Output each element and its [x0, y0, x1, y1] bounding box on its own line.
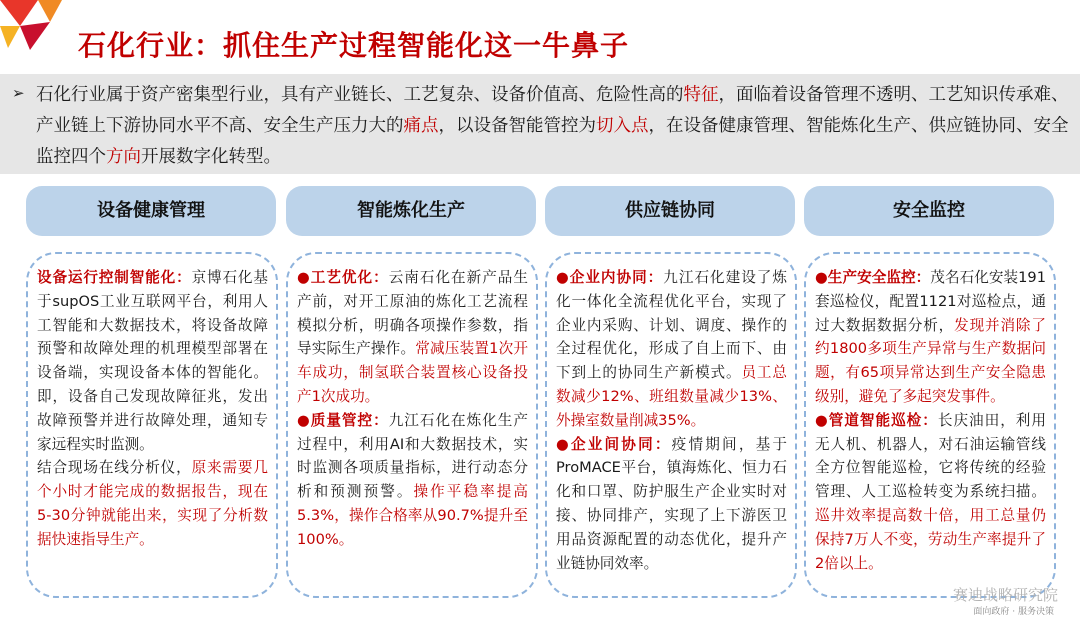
watermark-text: 赛迪战略研究院 [952, 586, 1058, 604]
bullet-icon: ● [556, 269, 570, 286]
watermark-subtext: 面向政府 · 服务决策 [973, 607, 1054, 617]
column-text: ●生产安全监控：茂名石化安装191套巡检仪，配置1121对巡检点，通过大数据数据分析，发现并消除了约1800多项生产异常与生产数据问题，有65项异常达到生产安全隐患级别，避免了多起突发事件。 ●管道智能巡检：长庆油田，利用无人机、机器人，对石油运输管线全方位智能巡检，它将传统的经验管理、人工巡检转变为系统扫描。巡井效率提高数十倍，用工总量仍保持7万人不变，劳动生产率提升了2倍以上。 [815, 269, 1047, 572]
column-header: 设备健康管理 [26, 186, 276, 236]
arrow-bullet-icon: ➢ [12, 84, 25, 102]
bullet-icon: ● [297, 411, 311, 429]
bullet-icon: ● [556, 435, 571, 453]
column-smart-refining [286, 186, 536, 548]
bullet-icon: ● [815, 269, 828, 286]
column-text: 设备运行控制智能化：京博石化基于supOS工业互联网平台，利用人工智能和大数据技术，将设备故障预警和故障处理的机理模型部署在设备端，实现设备本体的智能化。即，设备自己发现故障征兆，发出故障预警并进行故障处理，通知专家远程实时监测。 结合现场在线分析仪，原来需要几个小时才能完成的数据报告，现在5-30分钟就能出来，实现了分析数据快速指导生产。 [37, 269, 268, 548]
intro-panel [0, 74, 1080, 174]
bullet-icon: ● [297, 269, 311, 286]
intro-text: 石化行业属于资产密集型行业，具有产业链长、工艺复杂、设备价值高、危险性高的特征，面临着设备管理不透明、工艺知识传承难、产业链上下游协同水平不高、安全生产压力大的痛点，以设备智能管控为切入点，在设备健康管理、智能炼化生产、供应链协同、安全监控四个方向开展数字化转型。 [36, 85, 1069, 167]
column-text: ●企业内协同：九江石化建设了炼化一体化全流程优化平台，实现了企业内采购、计划、调度、操作的全过程优化，形成了自上而下、由下到上的协同生产新模式。员工总数减少12%、班组数量减少13%、外操室数量削减35%。 ●企业间协同：疫情期间，基于ProMACE平台，镇海炼化、恒力石化和口罩、防护服生产企业实时对接、协同排产，实现了上下游医卫用品资源配置的动态优化，提升产业链协同效率。 [556, 269, 787, 572]
column-content-box [26, 252, 278, 598]
column-content-box [545, 252, 797, 598]
column-header: 供应链协同 [545, 186, 795, 236]
column-content-box [286, 252, 538, 598]
column-content-box [804, 252, 1056, 598]
column-supply-chain [545, 186, 795, 572]
column-safety-monitoring [804, 186, 1054, 572]
bullet-icon: ● [815, 411, 829, 429]
column-text: ●工艺优化：云南石化在新产品生产前，对开工原油的炼化工艺流程模拟分析，明确各项操作参数，指导实际生产操作。常减压装置1次开车成功，制氢联合装置核心设备投产1次成功。 ●质量管控：九江石化在炼化生产过程中，利用AI和大数据技术，实时监测各项质量指标，进行动态分析和预测预警。操作平稳率提高5.3%，操作合格率从90.7%提升至100%。 [297, 269, 528, 548]
brand-logo-icon [0, 0, 70, 60]
column-header: 智能炼化生产 [286, 186, 536, 236]
column-equipment-health [26, 186, 276, 548]
column-header: 安全监控 [804, 186, 1054, 236]
page-title: 石化行业：抓住生产过程智能化这一牛鼻子 [78, 29, 630, 62]
